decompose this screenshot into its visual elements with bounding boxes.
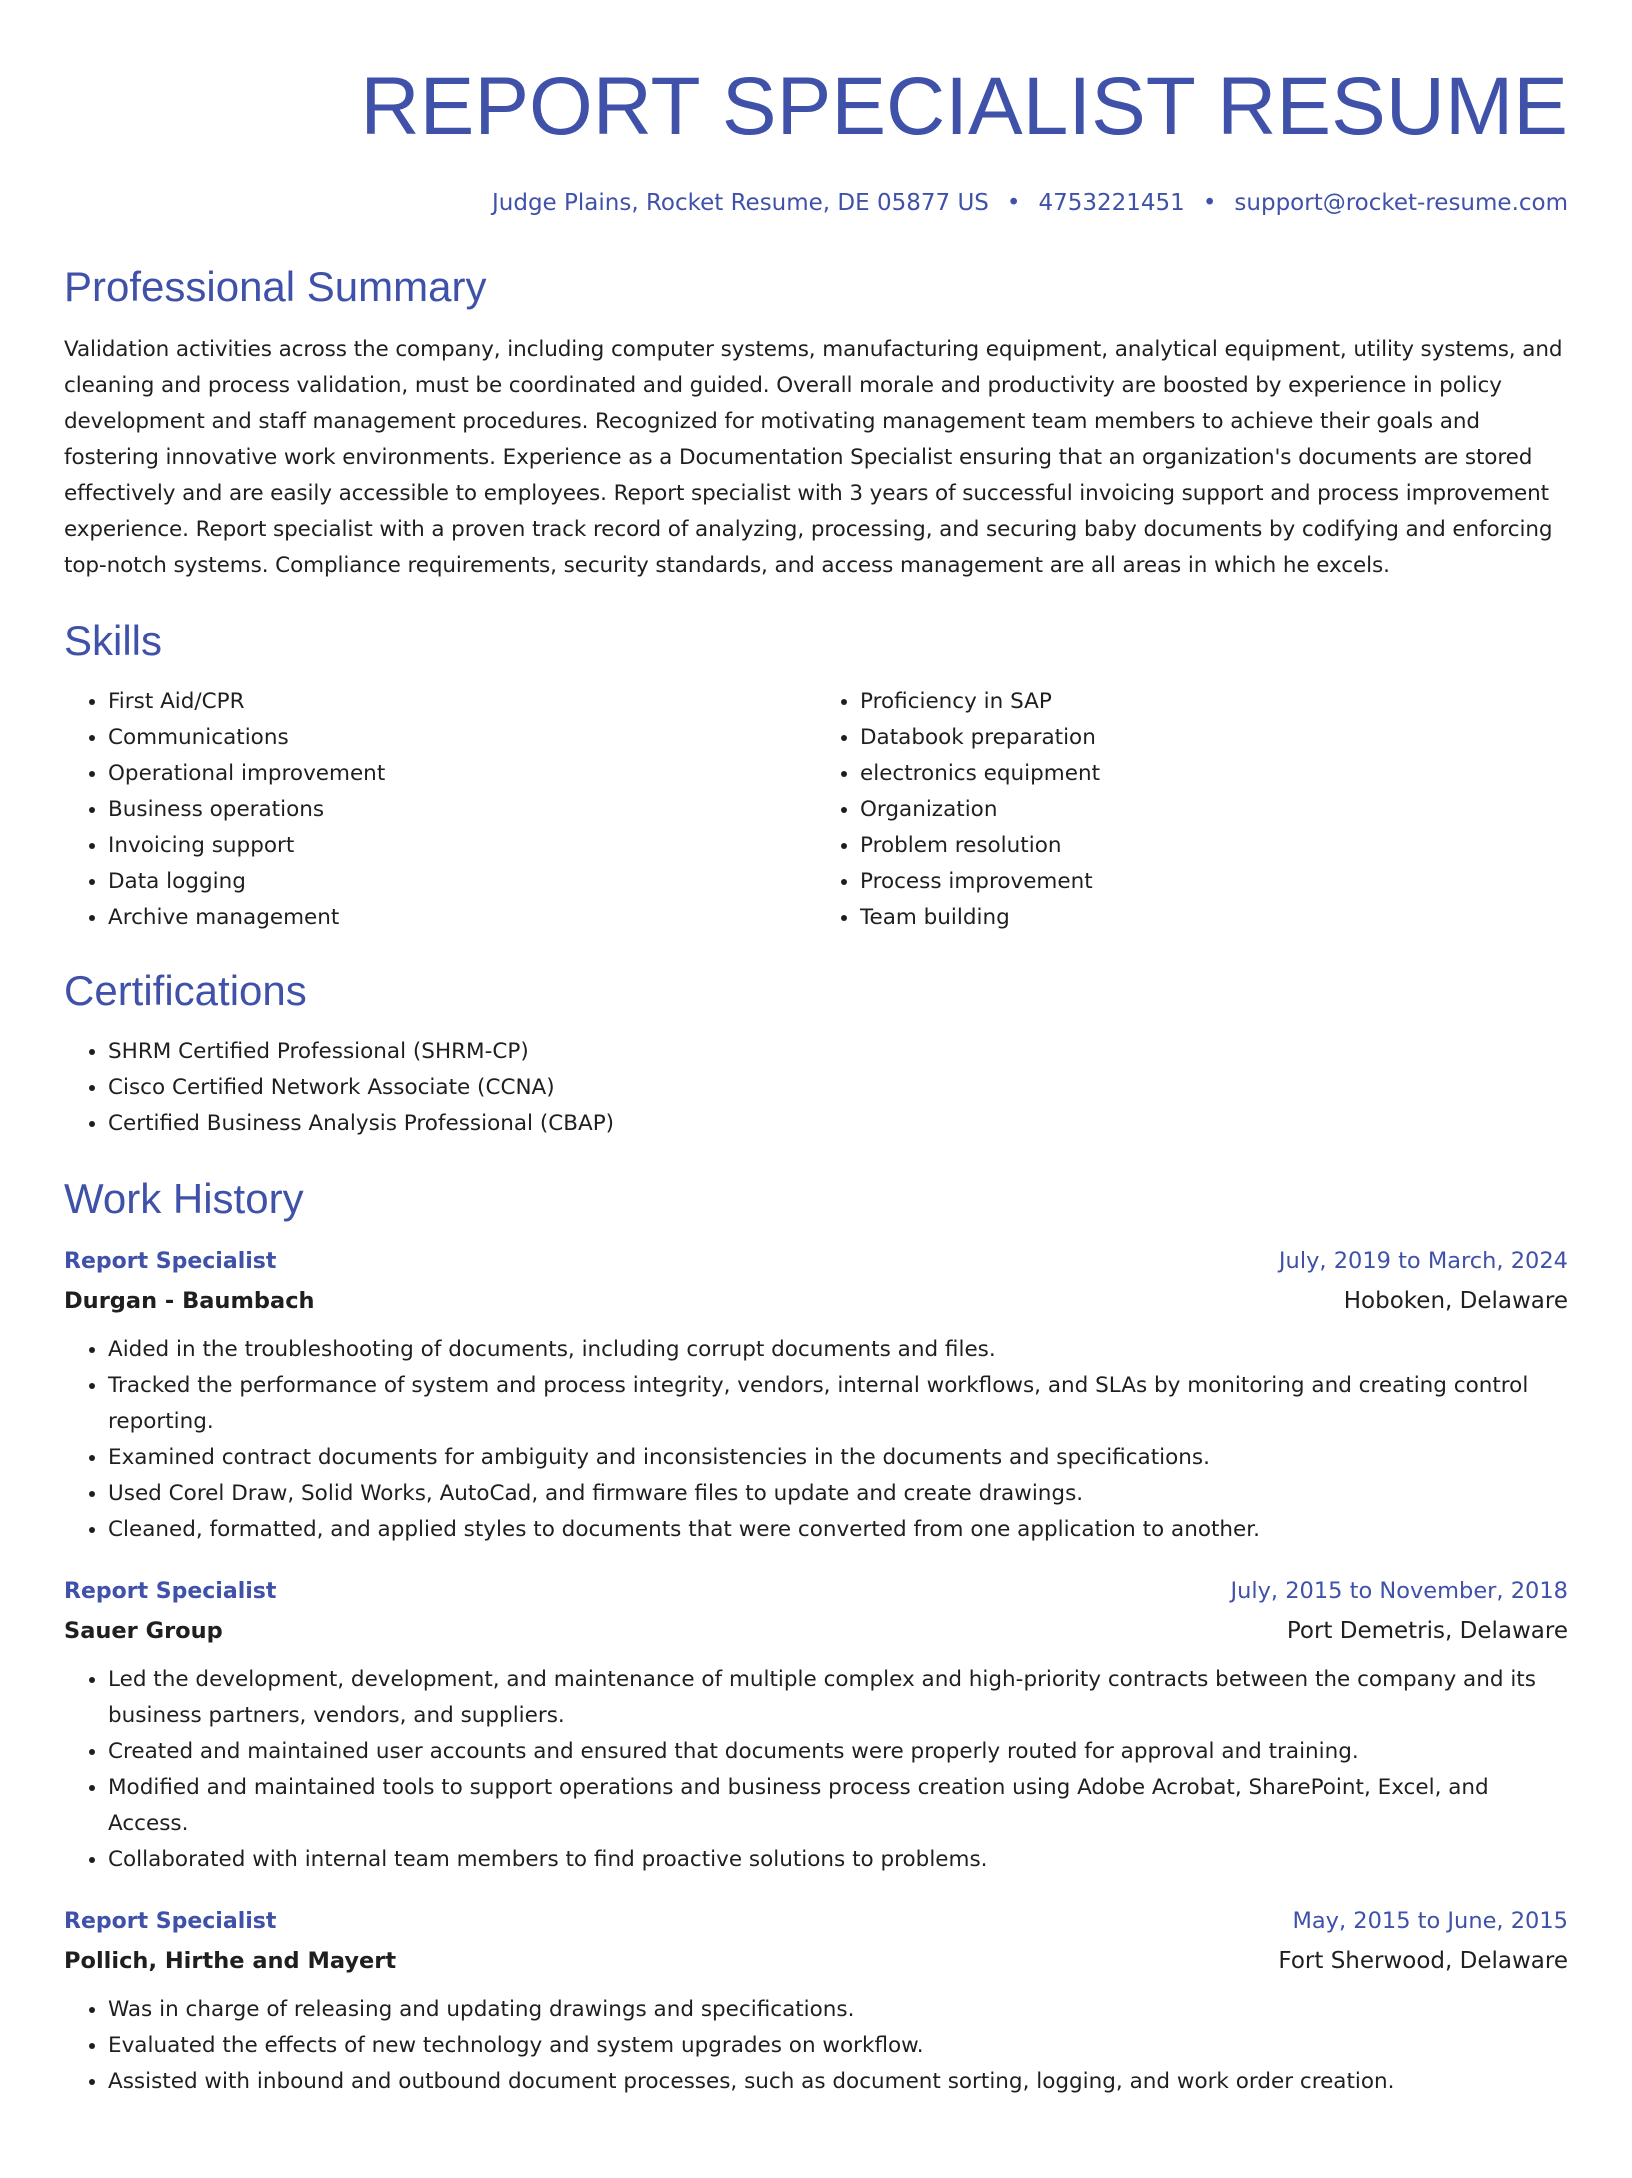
- resume-page: [0, 61, 1632, 2100]
- job-bullets: [64, 1992, 1568, 2100]
- skills-grid: [64, 684, 1568, 936]
- contact-separator: •: [1006, 190, 1021, 216]
- job-bullet: • Collaborated with internal team members to find proactive solutions to problems.: [108, 1842, 1568, 1878]
- summary-text: Validation activities across the company, including computer systems, manufacturing equipment, analytical equipment, utility systems, and cleaning and process validation, must be coordinated and guided. Overall morale and productivity are boosted by experience in policy development and staff management procedures. Recognized for motivating management team members to achieve their goals and fostering innovative work environments. Experience as a Documentation Specialist ensuring that an organization's documents are stored effectively and are easily accessible to employees. Report specialist with 3 years of successful invoicing support and process improvement experience. Report specialist with a proven track record of analyzing, processing, and securing baby documents by codifying and enforcing top-notch systems. Compliance requirements, security standards, and access management are all areas in which he excels.: [64, 336, 1563, 578]
- job-entry: [64, 1578, 1568, 1878]
- job-bullet: • Evaluated the effects of new technology and system upgrades on workflow.: [108, 2028, 1568, 2064]
- skill-item: • Communications: [108, 720, 816, 756]
- section-heading-work-history: Work History: [64, 1174, 304, 1222]
- job-header: [64, 1248, 1568, 1274]
- skills-list-left: [64, 684, 816, 936]
- job-company: Durgan - Baumbach: [64, 1287, 315, 1314]
- job-title: Report Specialist: [64, 1908, 277, 1934]
- job-company: Sauer Group: [64, 1617, 223, 1644]
- job-company: Pollich, Hirthe and Mayert: [64, 1947, 397, 1974]
- contact-address: Judge Plains, Rocket Resume, DE 05877 US: [492, 190, 989, 216]
- job-entry: [64, 1248, 1568, 1548]
- job-bullet: • Aided in the troubleshooting of documents, including corrupt documents and files.: [108, 1332, 1568, 1368]
- job-bullet: • Was in charge of releasing and updating drawings and specifications.: [108, 1992, 1568, 2028]
- job-bullet: • Modified and maintained tools to support operations and business process creation using Adobe Acrobat, SharePoint, Excel, and Access.: [108, 1770, 1568, 1842]
- skill-item: • Team building: [860, 900, 1568, 936]
- job-bullet: • Led the development, development, and maintenance of multiple complex and high-priority contracts between the company and its business partners, vendors, and suppliers.: [108, 1662, 1568, 1734]
- skill-item: • Process improvement: [860, 864, 1568, 900]
- section-heading-certifications: Certifications: [64, 966, 307, 1014]
- job-subheader: [64, 1618, 1568, 1644]
- skills-list-right: [816, 684, 1568, 936]
- job-title: Report Specialist: [64, 1248, 277, 1274]
- skill-item: • Proficiency in SAP: [860, 684, 1568, 720]
- skill-item: • Operational improvement: [108, 756, 816, 792]
- job-dates: July, 2019 to March, 2024: [1278, 1247, 1568, 1274]
- skill-item: • Problem resolution: [860, 828, 1568, 864]
- job-dates: July, 2015 to November, 2018: [1230, 1577, 1568, 1604]
- certification-item: • SHRM Certified Professional (SHRM-CP): [108, 1034, 1568, 1070]
- skill-item: • Data logging: [108, 864, 816, 900]
- contact-email[interactable]: support@rocket-resume.com: [1234, 190, 1568, 216]
- job-bullet: • Used Corel Draw, Solid Works, AutoCad, and firmware files to update and create drawings.: [108, 1476, 1568, 1512]
- section-heading-skills: Skills: [64, 616, 163, 664]
- job-subheader: [64, 1948, 1568, 1974]
- section-heading-summary: Professional Summary: [64, 262, 487, 310]
- skill-item: • First Aid/CPR: [108, 684, 816, 720]
- job-dates: May, 2015 to June, 2015: [1292, 1907, 1568, 1934]
- contact-line: [64, 190, 1568, 218]
- work-history: [64, 1248, 1568, 2100]
- job-bullet: • Examined contract documents for ambiguity and inconsistencies in the documents and specifications.: [108, 1440, 1568, 1476]
- job-header: [64, 1908, 1568, 1934]
- job-bullets: [64, 1662, 1568, 1878]
- job-bullet: • Assisted with inbound and outbound document processes, such as document sorting, logging, and work order creation.: [108, 2064, 1568, 2100]
- job-bullets: [64, 1332, 1568, 1548]
- job-location: Fort Sherwood, Delaware: [1278, 1947, 1568, 1974]
- skill-item: • Organization: [860, 792, 1568, 828]
- job-title: Report Specialist: [64, 1578, 277, 1604]
- skill-item: • Business operations: [108, 792, 816, 828]
- job-subheader: [64, 1288, 1568, 1314]
- certifications-list: [64, 1034, 1568, 1142]
- job-bullet: • Cleaned, formatted, and applied styles to documents that were converted from one application to another.: [108, 1512, 1568, 1548]
- skill-item: • Invoicing support: [108, 828, 816, 864]
- contact-separator: •: [1202, 190, 1217, 216]
- skill-item: • Databook preparation: [860, 720, 1568, 756]
- certification-item: • Cisco Certified Network Associate (CCNA): [108, 1070, 1568, 1106]
- contact-phone: 4753221451: [1038, 190, 1185, 216]
- certification-item: • Certified Business Analysis Professional (CBAP): [108, 1106, 1568, 1142]
- job-header: [64, 1578, 1568, 1604]
- job-bullet: • Tracked the performance of system and process integrity, vendors, internal workflows, and SLAs by monitoring and creating control reporting.: [108, 1368, 1568, 1440]
- skill-item: • Archive management: [108, 900, 816, 936]
- job-location: Port Demetris, Delaware: [1286, 1617, 1568, 1644]
- skill-item: • electronics equipment: [860, 756, 1568, 792]
- job-location: Hoboken, Delaware: [1343, 1287, 1568, 1314]
- job-entry: [64, 1908, 1568, 2100]
- resume-title: REPORT SPECIALIST RESUME: [360, 61, 1568, 152]
- job-bullet: • Created and maintained user accounts and ensured that documents were properly routed for approval and training.: [108, 1734, 1568, 1770]
